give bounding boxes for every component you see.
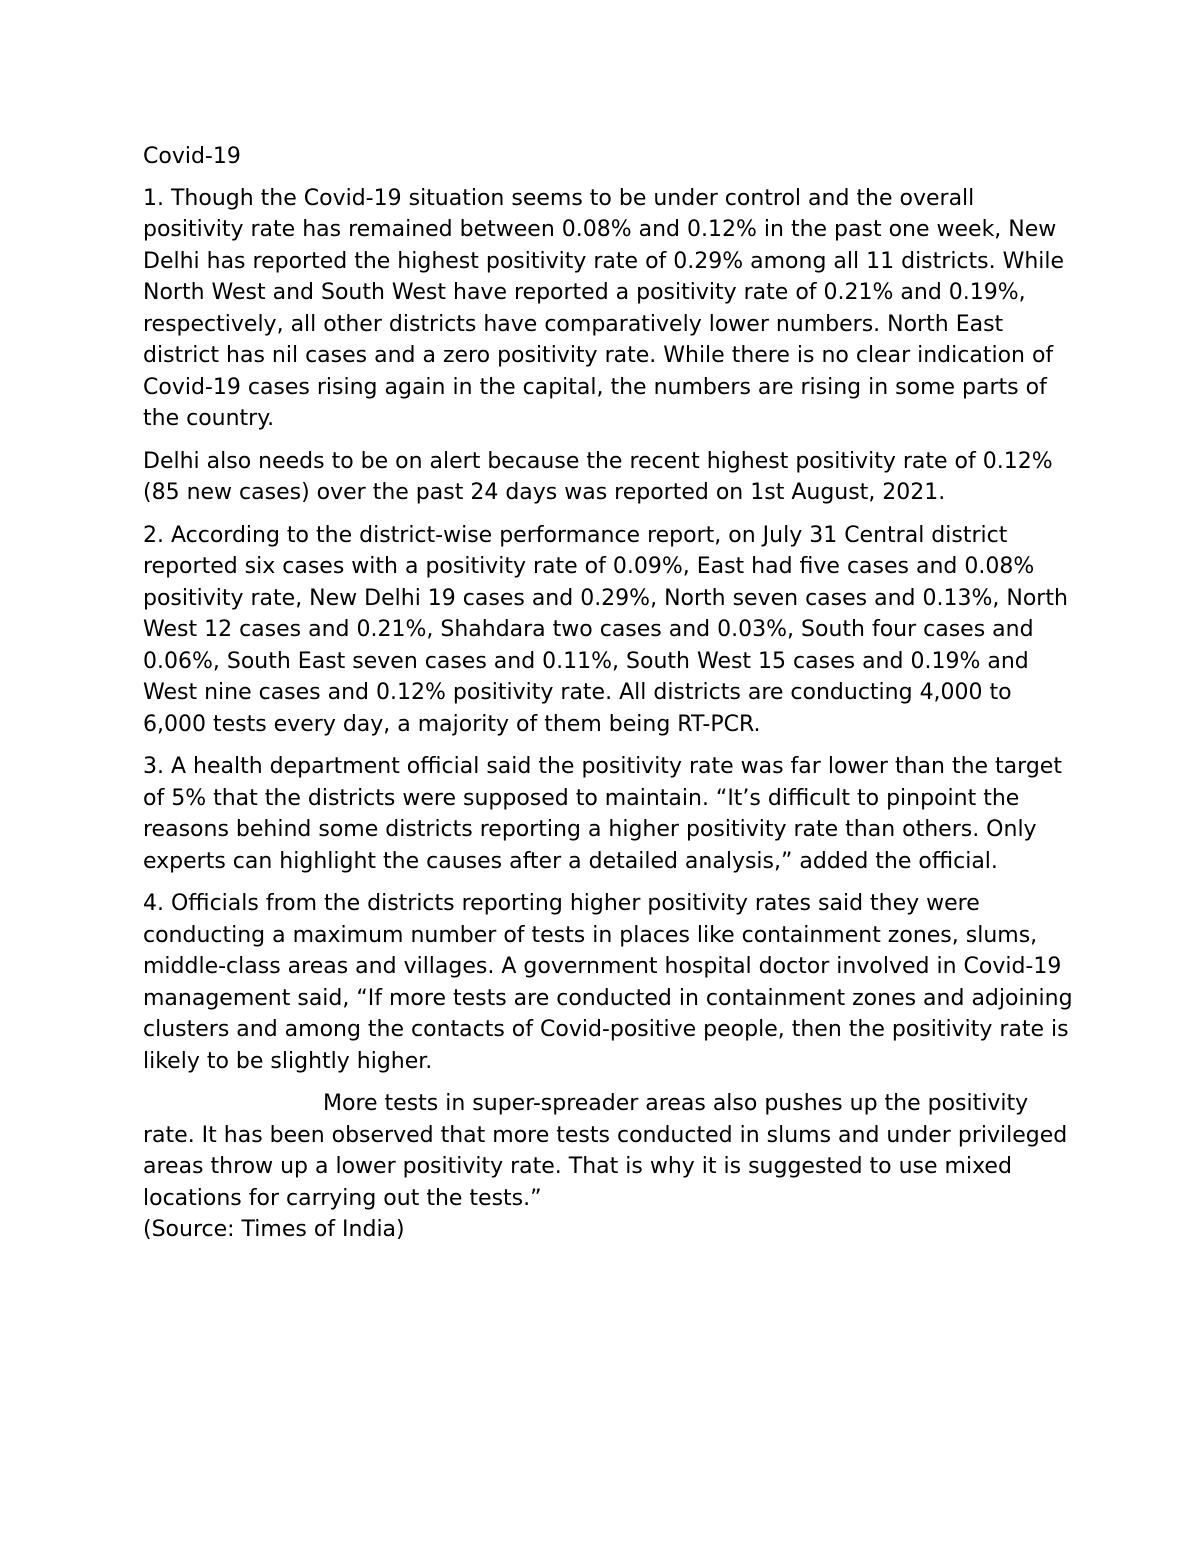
paragraph-3: 2. According to the district-wise performance report, on July 31 Central district reported six cases with a positivity rate of 0.09%, East had five cases and 0.08% positivity rate, New Delhi 19 cases and 0.29%, North seven cases and 0.13%, North West 12 cases and 0.21%, Shahdara two cases and 0.03%, South four cases and 0.06%, South East seven cases and 0.11%, South West 15 cases and 0.19% and West nine cases and 0.12% positivity rate. All districts are conducting 4,000 to 6,000 tests every day, a majority of them being RT-PCR. [143,522,1068,737]
paragraph-6-wrapper [143,1088,1073,1214]
paragraph-6: More tests in super-spreader areas also pushes up the positivity rate. It has been observed that more tests conducted in slums and under privileged areas throw up a lower positivity rate. That is why it is suggested to use mixed locations for carrying out the tests.” [143,1091,1068,1211]
paragraph-4: 3. A health department official said the positivity rate was far lower than the target of 5% that the districts were supposed to maintain. “It’s difficult to pinpoint the reasons behind some districts reporting a higher positivity rate than others. Only experts can highlight the causes after a detailed analysis,” added the official. [143,754,1062,874]
document-page [143,141,1073,1257]
paragraph-1: 1. Though the Covid-19 situation seems to be under control and the overall positivity rate has remained between 0.08% and 0.12% in the past one week, New Delhi has reported the highest positivity rate of 0.29% among all 11 districts. While North West and South West have reported a positivity rate of 0.21% and 0.19%, respectively, all other districts have comparatively lower numbers. North East district has nil cases and a zero positivity rate. While there is no clear indication of Covid-19 cases rising again in the capital, the numbers are rising in some parts of the country. [143,185,1065,431]
paragraph-5: 4. Officials from the districts reporting higher positivity rates said they were conducting a maximum number of tests in places like containment zones, slums, middle-class areas and villages. A government hospital doctor involved in Covid-19 management said, “If more tests are conducted in containment zones and adjoining clusters and among the contacts of Covid-positive people, then the positivity rate is likely to be slightly higher. [143,891,1073,1074]
source-citation: (Source: Times of India) [143,1217,405,1242]
paragraph-2: Delhi also needs to be on alert because the recent highest positivity rate of 0.12% (85 new cases) over the past 24 days was reported on 1st August, 2021. [143,448,1053,505]
document-title: Covid-19 [143,144,241,169]
